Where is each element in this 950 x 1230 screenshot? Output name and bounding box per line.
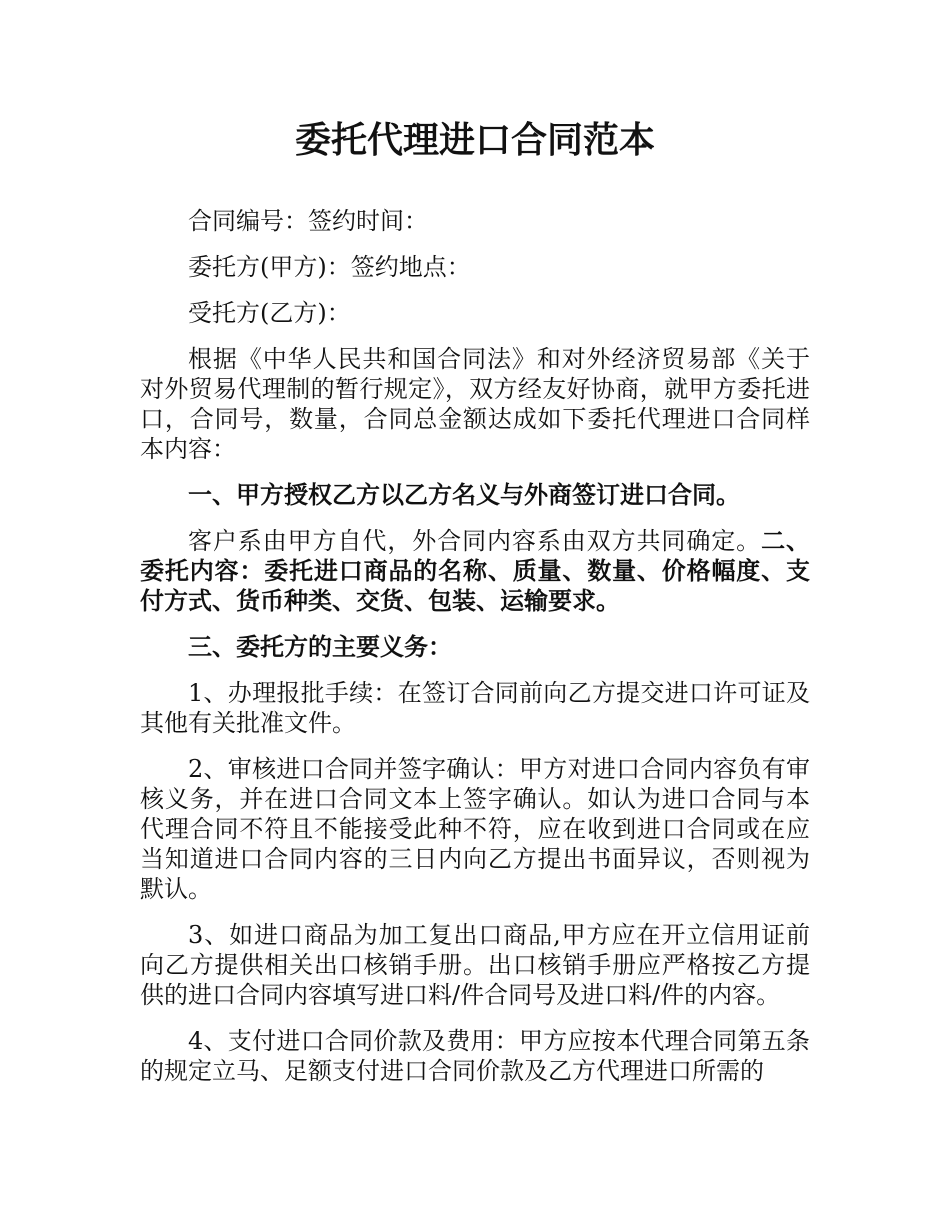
principal-party-line: 委托方(甲方)：签约地点： [188,253,471,281]
agent-party-line: 受托方(乙方)： [188,299,351,327]
obligation-item-3: 3、如进口商品为加工复出口商品,甲方应在开立信用证前向乙方提供相关出口核销手册。出口核销手册应严格按乙方提供的进口合同内容填写进口料/件合同号及进口料/件的内容。 [140,921,810,1009]
section-one-heading: 一、甲方授权乙方以乙方名义与外商签订进口合同。 [188,481,740,509]
obligation-item-2: 2、审核进口合同并签字确认：甲方对进口合同内容负有审核义务，并在进口合同文本上签字确认。如认为进口合同与本代理合同不符且不能接受此种不符，应在收到进口合同或在应当知道进口合同内容的三日内向乙方提出书面异议，否则视为默认。 [140,755,810,903]
section-three-heading: 三、委托方的主要义务： [188,633,452,661]
client-source-text: 客户系由甲方自代，外合同内容系由双方共同确定。 [188,527,762,555]
document-body [140,118,810,1102]
contract-number-line: 合同编号：签约时间： [188,207,428,235]
section-two-heading: 二、委托内容：委托进口商品的名称、质量、数量、价格幅度、支付方式、货币种类、交货、包装、运输要求。 [140,527,811,615]
document-title: 委托代理进口合同范本 [294,120,655,161]
preamble-paragraph: 根据《中华人民共和国合同法》和对外经济贸易部《关于对外贸易代理制的暂行规定》，双方经友好协商，就甲方委托进口，合同号，数量，合同总金额达成如下委托代理进口合同样本内容： [140,345,810,463]
client-source-paragraph [140,526,810,616]
obligation-item-1: 1、办理报批手续：在签订合同前向乙方提交进口许可证及其他有关批准文件。 [140,679,810,737]
obligation-item-4: 4、支付进口合同价款及费用：甲方应按本代理合同第五条的规定立马、足额支付进口合同价款及乙方代理进口所需的 [140,1027,810,1085]
